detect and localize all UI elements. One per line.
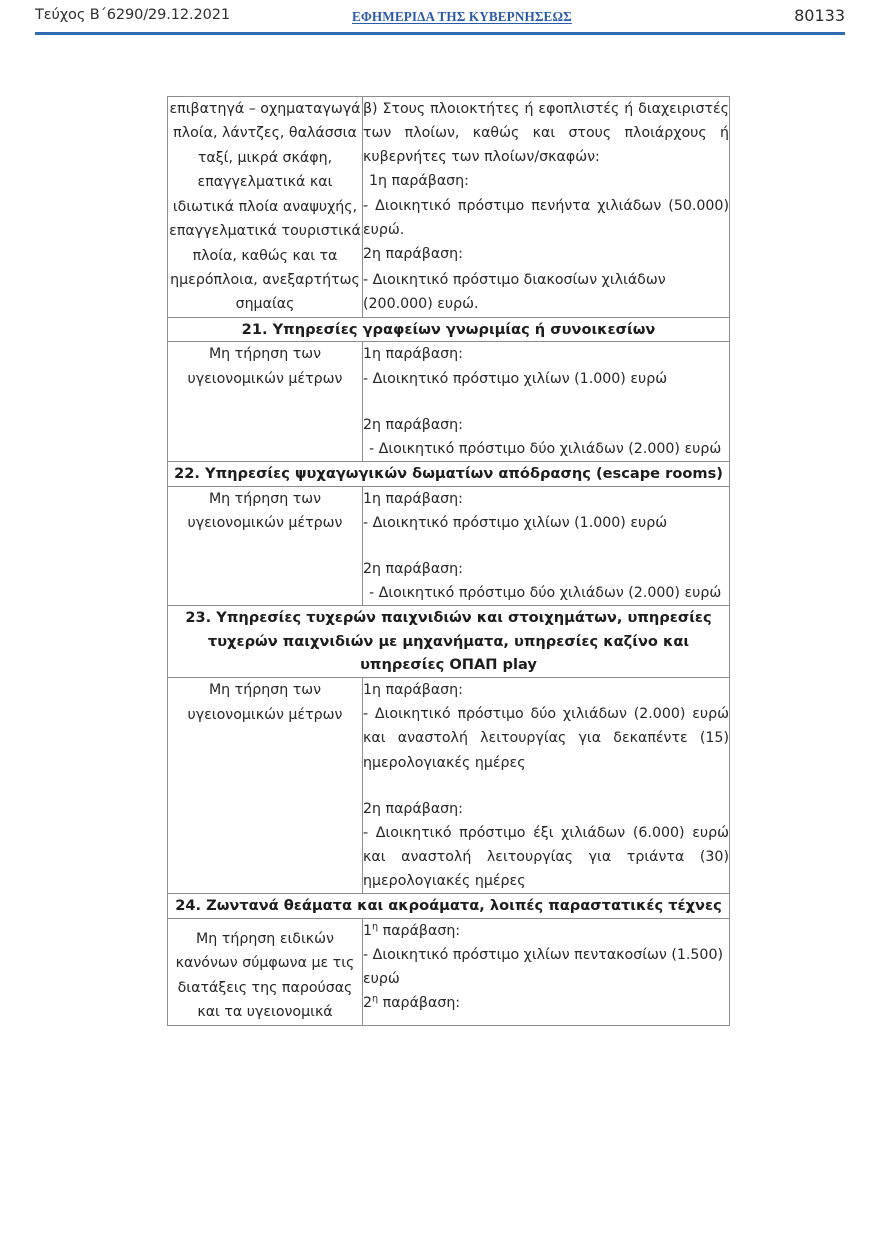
violation-description-cell <box>168 342 363 462</box>
second-violation-label: 2η παράβαση: <box>363 245 463 262</box>
violation-description-cell <box>168 486 363 606</box>
header-rule <box>35 32 845 35</box>
first-violation-text: - Διοικητικό πρόστιμο χιλίων πεντακοσίων (1.500) ευρώ <box>363 947 724 988</box>
table-row <box>168 918 730 1025</box>
second-violation-text: - Διοικητικό πρόστιμο δύο χιλιάδων (2.000) ευρώ <box>369 440 722 457</box>
section-heading-23: 23. Υπηρεσίες τυχερών παιχνιδιών και στοιχημάτων, υπηρεσίες τυχερών παιχνιδιών με μηχανήματα, υπηρεσίες καζίνο και υπηρεσίες ΟΠΑΠ play <box>168 606 730 678</box>
section-heading-22: 22. Υπηρεσίες ψυχαγωγικών δωματίων απόδρασης (escape rooms) <box>168 462 730 487</box>
paragraph-spacer <box>363 391 729 413</box>
first-violation-label: 1η παράβαση: <box>363 346 463 363</box>
gazette-masthead: ΕΦΗΜΕΡΙΔΑ ΤΗΣ ΚΥΒΕΡΝΗΣΕΩΣ <box>352 9 572 24</box>
table-row <box>168 462 730 487</box>
second-violation-text: - Διοικητικό πρόστιμο έξι χιλιάδων (6.000) ευρώ και αναστολή λειτουργίας για τριάντα (30) ημερολογιακές ημέρες <box>363 824 729 890</box>
first-violation-text: - Διοικητικό πρόστιμο πενήντα χιλιάδων (50.000) ευρώ. <box>363 197 729 238</box>
table-row <box>168 342 730 462</box>
first-violation-text: - Διοικητικό πρόστιμο χιλίων (1.000) ευρώ <box>363 514 668 531</box>
second-violation-ordinal: 2 <box>363 995 373 1012</box>
violation-description-text: επιβατηγά – οχηματαγωγά πλοία, λάντζες, θαλάσσια ταξί, μικρά σκάφη, επαγγελματικά και ιδιωτικά πλοία αναψυχής, επαγγελματικά τουριστικά πλοία, καθώς και τα ημερόπλοια, ανεξαρτήτως σημαίας <box>169 101 361 313</box>
first-violation-ordinal: 1 <box>363 922 373 939</box>
first-violation-label: 1η παράβαση: <box>369 173 469 190</box>
page-header <box>0 0 880 40</box>
penalty-intro: β) Στους πλοιοκτήτες ή εφοπλιστές ή διαχειριστές των πλοίων, καθώς και στους πλοιάρχους ή κυβερνήτες των πλοίων/σκαφών: <box>363 101 729 166</box>
first-violation-label: 1η παράβαση: <box>363 682 463 699</box>
first-violation-text: - Διοικητικό πρόστιμο δύο χιλιάδων (2.000) ευρώ και αναστολή λειτουργίας για δεκαπέντε (15) ημερολογιακές ημέρες <box>363 706 729 771</box>
first-violation-text: - Διοικητικό πρόστιμο χιλίων (1.000) ευρώ <box>363 370 668 387</box>
table-row <box>168 486 730 606</box>
table-row <box>168 678 730 894</box>
second-violation-label <box>363 991 729 1015</box>
second-violation-text: - Διοικητικό πρόστιμο δύο χιλιάδων (2.000) ευρώ <box>369 585 722 602</box>
table-row <box>168 606 730 678</box>
second-violation-text: - Διοικητικό πρόστιμο διακοσίων χιλιάδων (200.000) ευρώ. <box>363 271 666 313</box>
second-violation-ordinal-suffix: η <box>372 993 379 1005</box>
violation-description-text: Μη τήρηση των υγειονομικών μέτρων <box>187 682 343 723</box>
first-violation-label: 1η παράβαση: <box>363 490 463 507</box>
second-violation-label-rest: παράβαση: <box>378 995 461 1012</box>
violation-description-text: Μη τήρηση ειδικών κανόνων σύμφωνα με τις διατάξεις της παρούσας και τα υγειονομικά <box>175 930 355 1021</box>
violation-description-text: Μη τήρηση των υγειονομικών μέτρων <box>187 346 343 387</box>
penalties-table <box>167 96 730 1026</box>
table-row <box>168 317 730 342</box>
violation-description-text: Μη τήρηση των υγειονομικών μέτρων <box>187 490 343 532</box>
page-number: 80133 <box>794 6 845 25</box>
first-violation-label-rest: παράβαση: <box>378 922 461 939</box>
violation-description-cell <box>168 97 363 318</box>
penalty-cell <box>363 918 730 1025</box>
table-row <box>168 97 730 318</box>
penalty-cell <box>363 678 730 894</box>
paragraph-spacer <box>363 535 729 557</box>
table-row <box>168 894 730 919</box>
violation-description-cell <box>168 918 363 1025</box>
penalty-cell <box>363 342 730 462</box>
section-heading-24: 24. Ζωντανά θεάματα και ακροάματα, λοιπές παραστατικές τέχνες <box>168 894 730 919</box>
second-violation-label: 2η παράβαση: <box>363 800 463 817</box>
penalty-cell <box>363 97 730 318</box>
issue-reference: Τεύχος Β΄6290/29.12.2021 <box>35 7 231 23</box>
first-violation-ordinal-suffix: η <box>372 921 379 933</box>
violation-description-cell <box>168 678 363 894</box>
first-violation-label <box>363 919 729 943</box>
second-violation-label: 2η παράβαση: <box>363 560 463 577</box>
penalty-cell <box>363 486 730 606</box>
paragraph-spacer <box>363 775 729 797</box>
second-violation-label: 2η παράβαση: <box>363 416 463 433</box>
section-heading-21: 21. Υπηρεσίες γραφείων γνωριμίας ή συνοικεσίων <box>168 317 730 342</box>
